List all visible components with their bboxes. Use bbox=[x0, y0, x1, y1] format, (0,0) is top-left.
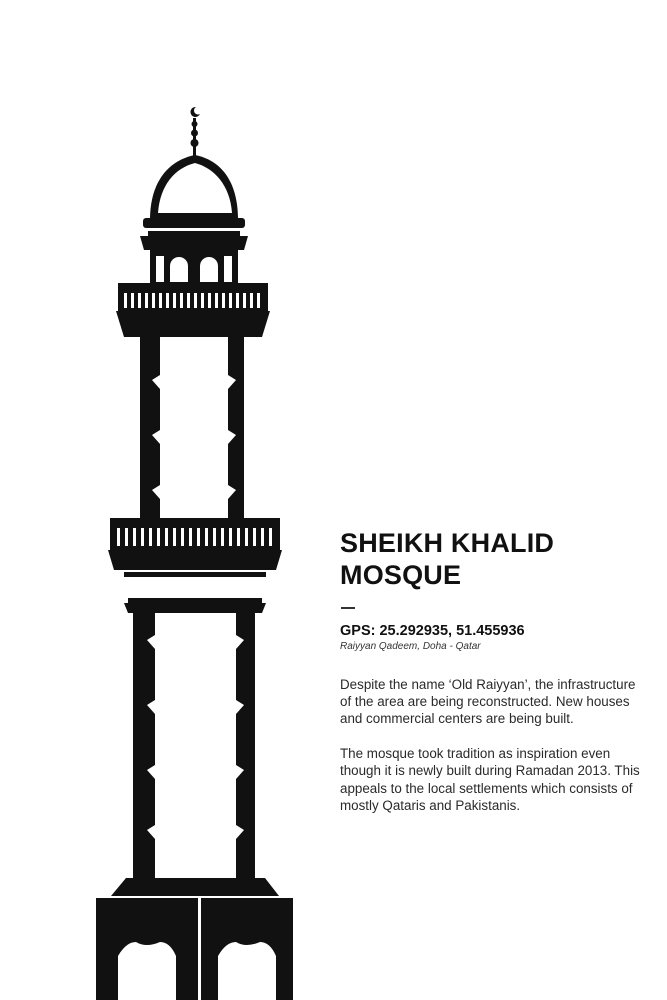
divider bbox=[341, 607, 355, 609]
info-panel bbox=[340, 527, 640, 814]
gps-coordinates: GPS: 25.292935, 51.455936 bbox=[340, 622, 525, 639]
description-paragraph: The mosque took tradition as inspiration even though it is newly built during Ramadan 2013. This appeals to the local settlements which consists of mostly Qataris and Pakistanis. bbox=[340, 745, 640, 813]
location-label: Raiyyan Qadeem, Doha - Qatar bbox=[340, 640, 481, 652]
description-paragraph: Despite the name ‘Old Raiyyan’, the infrastructure of the area are being reconstructed. New houses and commercial centers are being built. bbox=[340, 676, 636, 727]
mosque-title: SHEIKH KHALID MOSQUE bbox=[340, 528, 555, 590]
